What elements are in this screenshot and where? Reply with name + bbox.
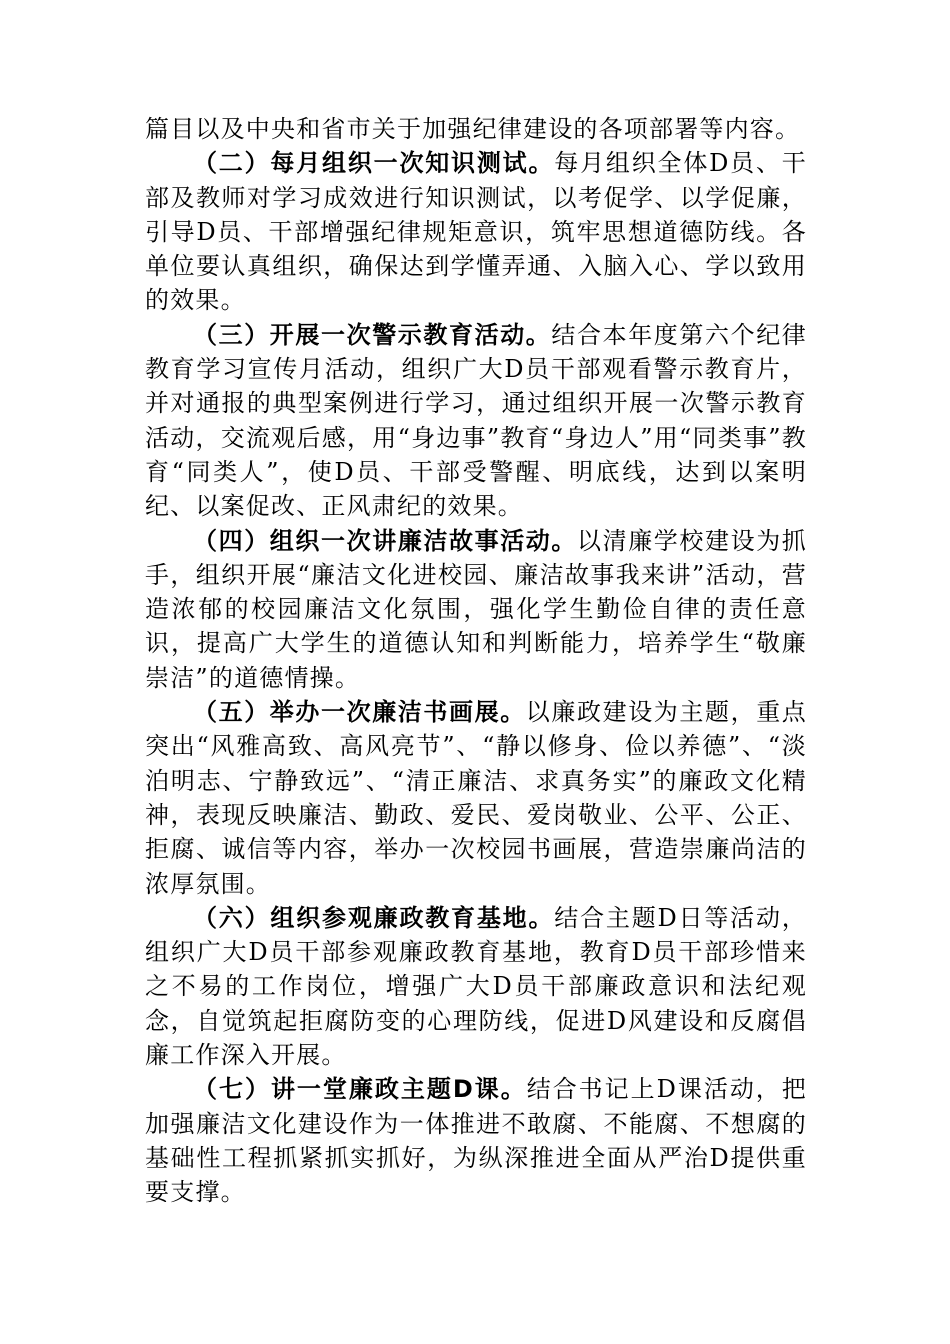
paragraph-body: 结合书记上D课活动，把加强廉洁文化建设作为一体推进不敢腐、不能腐、不想腐的基础性工程抓紧抓实抓好，为纵深推进全面从严治D提供重要支撑。 [145, 1075, 807, 1207]
paragraph-heading: （四）组织一次讲廉洁故事活动。 [193, 526, 577, 555]
document-page [145, 112, 807, 1210]
paragraph-body: 以廉政建设为主题，重点突出“风雅高致、高风亮节”、“静以修身、俭以养德”、“淡泊明志、宁静致远”、“清正廉洁、求真务实”的廉政文化精神，表现反映廉洁、勤政、爱民、爱岗敬业、公平、公正、拒腐、诚信等内容，举办一次校园书画展，营造崇廉尚洁的浓厚氛围。 [145, 698, 807, 898]
paragraph-item-3 [145, 318, 807, 524]
paragraph-heading: （五）举办一次廉洁书画展。 [193, 698, 526, 727]
paragraph-item-2 [145, 146, 807, 317]
paragraph-body: 以清廉学校建设为抓手，组织开展“廉洁文化进校园、廉洁故事我来讲”活动，营造浓郁的校园廉洁文化氛围，强化学生勤俭自律的责任意识，提高广大学生的道德认知和判断能力，培养学生“敬廉崇洁”的道德情操。 [145, 526, 807, 692]
paragraph-item-4 [145, 524, 807, 695]
paragraph-heading: （七）讲一堂廉政主题D课。 [193, 1075, 527, 1104]
paragraph-continued [145, 112, 807, 146]
paragraph-heading: （三）开展一次警示教育活动。 [193, 320, 552, 349]
paragraph-body: 每月组织全体D员、干部及教师对学习成效进行知识测试，以考促学、以学促廉，引导D员、干部增强纪律规矩意识，筑牢思想道德防线。各单位要认真组织，确保达到学懂弄通、入脑入心、学以致用的效果。 [145, 149, 807, 315]
paragraph-item-6 [145, 901, 807, 1072]
paragraph-body: 篇目以及中央和省市关于加强纪律建设的各项部署等内容。 [145, 115, 801, 143]
paragraph-body: 结合本年度第六个纪律教育学习宣传月活动，组织广大D员干部观看警示教育片，并对通报的典型案例进行学习，通过组织开展一次警示教育活动，交流观后感，用“身边事”教育“身边人”用“同类事”教育“同类人”，使D员、干部受警醒、明底线，达到以案明纪、以案促改、正风肃纪的效果。 [145, 320, 808, 521]
paragraph-body: 结合主题D日等活动，组织广大D员干部参观廉政教育基地，教育D员干部珍惜来之不易的工作岗位，增强广大D员干部廉政意识和法纪观念，自觉筑起拒腐防变的心理防线，促进D风建设和反腐倡廉工作深入开展。 [145, 903, 807, 1070]
paragraph-heading: （二）每月组织一次知识测试。 [193, 149, 555, 178]
paragraph-heading: （六）组织参观廉政教育基地。 [193, 903, 555, 932]
paragraph-item-5 [145, 695, 807, 901]
paragraph-item-7 [145, 1072, 807, 1209]
